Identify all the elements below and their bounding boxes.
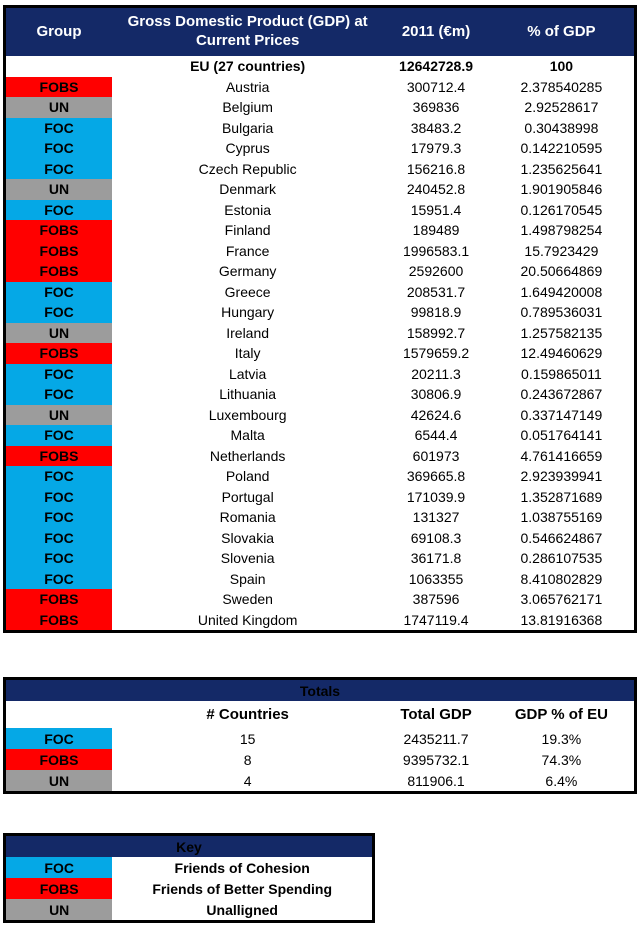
key-group-cell-fobs: FOBS	[5, 878, 113, 899]
pct-value: 0.142210595	[520, 140, 603, 157]
country-name: Greece	[224, 283, 271, 300]
key-group-cell-un: UN	[5, 899, 113, 922]
country-name: Germany	[218, 263, 277, 280]
totals-pct-value: 19.3%	[541, 730, 582, 747]
country-row	[5, 364, 636, 385]
group-cell-un: UN	[5, 323, 113, 344]
key-group-description: Unalligned	[206, 901, 278, 918]
pct-value: 20.50664869	[520, 263, 603, 280]
group-cell-foc: FOC	[5, 138, 113, 159]
country-row	[5, 548, 636, 569]
group-cell-fobs: FOBS	[5, 261, 113, 282]
totals-table	[3, 677, 637, 794]
gdp-value: 36171.8	[410, 550, 462, 567]
gdp-value: 369665.8	[406, 468, 466, 485]
country-row	[5, 569, 636, 590]
col-header-group-label: Group	[36, 22, 82, 40]
totals-gdp-value: 9395732.1	[402, 751, 470, 768]
gdp-value: 156216.8	[406, 160, 466, 177]
country-row	[5, 220, 636, 241]
eu-total-row	[5, 56, 636, 77]
key-title: Key	[5, 835, 374, 858]
key-title-row	[5, 835, 374, 858]
totals-gdp-value: 811906.1	[407, 772, 465, 789]
country-name: Lithuania	[219, 386, 277, 403]
pct-value: 2.378540285	[520, 78, 603, 95]
group-cell-fobs: FOBS	[5, 610, 113, 632]
group-cell-foc: FOC	[5, 569, 113, 590]
gdp-value: 601973	[412, 447, 460, 464]
group-cell-foc: FOC	[5, 282, 113, 303]
col-header-pct-gdp	[489, 7, 636, 57]
country-name: Luxembourg	[208, 406, 287, 423]
country-name: Denmark	[219, 181, 277, 198]
country-name: Italy	[234, 345, 261, 362]
pct-value: 0.051764141	[520, 427, 603, 444]
group-cell-foc: FOC	[5, 528, 113, 549]
gdp-table	[3, 5, 637, 633]
country-row	[5, 179, 636, 200]
gdp-value: 6544.4	[414, 427, 458, 444]
totals-header-countries: # Countries	[206, 706, 289, 723]
gdp-value: 1747119.4	[403, 611, 469, 628]
group-cell-fobs: FOBS	[5, 77, 113, 98]
pct-value: 1.649420008	[520, 283, 603, 300]
group-cell-fobs: FOBS	[5, 446, 113, 467]
pct-value: 13.81916368	[520, 611, 603, 628]
country-row	[5, 425, 636, 446]
group-cell-foc: FOC	[5, 364, 113, 385]
totals-countries-value: 4	[243, 772, 252, 789]
country-name: Poland	[225, 468, 270, 485]
country-name: Bulgaria	[221, 119, 274, 136]
country-row	[5, 323, 636, 344]
group-cell-un: UN	[5, 179, 113, 200]
country-name: Malta	[230, 427, 265, 444]
pct-value: 0.337147149	[520, 406, 603, 423]
pct-value: 4.761416659	[520, 447, 603, 464]
gdp-table-header-row	[5, 7, 636, 57]
group-cell-foc: FOC	[5, 425, 113, 446]
country-row	[5, 77, 636, 98]
country-row	[5, 302, 636, 323]
country-row	[5, 241, 636, 262]
country-name: Austria	[225, 78, 270, 95]
country-name: Estonia	[224, 201, 271, 218]
pct-value: 1.498798254	[520, 222, 603, 239]
gdp-value: 369836	[412, 99, 460, 116]
totals-group-cell-un: UN	[5, 770, 113, 793]
eu-pct-value: 100	[549, 58, 574, 75]
country-row	[5, 200, 636, 221]
totals-pct-value: 74.3%	[541, 751, 582, 768]
pct-value: 2.923939941	[520, 468, 603, 485]
group-cell-foc: FOC	[5, 548, 113, 569]
totals-gdp-value: 2435211.7	[403, 730, 469, 747]
gdp-value: 131327	[412, 509, 460, 526]
totals-title: Totals	[5, 679, 636, 702]
totals-row	[5, 749, 636, 770]
country-name: Slovenia	[220, 550, 275, 567]
totals-header-row	[5, 701, 636, 728]
pct-value: 1.038755169	[520, 509, 603, 526]
totals-row	[5, 728, 636, 749]
pct-value: 2.92528617	[524, 99, 599, 116]
country-row	[5, 528, 636, 549]
key-table	[3, 833, 375, 923]
gdp-value: 387596	[412, 591, 460, 608]
pct-value: 1.257582135	[520, 324, 603, 341]
pct-value: 0.243672867	[520, 386, 603, 403]
gdp-value: 1996583.1	[402, 242, 470, 259]
key-group-description: Friends of Better Spending	[152, 880, 333, 897]
totals-group-cell-fobs: FOBS	[5, 749, 113, 770]
country-row	[5, 610, 636, 632]
gdp-value: 158992.7	[406, 324, 466, 341]
totals-row	[5, 770, 636, 793]
country-row	[5, 118, 636, 139]
col-header-group	[5, 7, 113, 57]
country-name: Latvia	[228, 365, 267, 382]
eu-gdp-value: 12642728.9	[399, 58, 474, 75]
key-row	[5, 878, 374, 899]
group-cell-foc: FOC	[5, 302, 113, 323]
country-row	[5, 384, 636, 405]
gdp-value: 20211.3	[411, 365, 461, 382]
country-name: Sweden	[222, 591, 273, 608]
pct-value: 0.789536031	[520, 304, 603, 321]
key-group-cell-foc: FOC	[5, 857, 113, 878]
key-group-description: Friends of Cohesion	[174, 859, 310, 876]
pct-value: 0.30438998	[524, 119, 599, 136]
key-row	[5, 857, 374, 878]
group-cell-foc: FOC	[5, 466, 113, 487]
country-name: Cyprus	[225, 140, 270, 157]
country-row	[5, 466, 636, 487]
totals-countries-value: 8	[243, 751, 252, 768]
pct-value: 1.352871689	[520, 488, 603, 505]
country-row	[5, 507, 636, 528]
pct-value: 8.410802829	[520, 570, 603, 587]
gdp-value: 189489	[412, 222, 460, 239]
country-row	[5, 159, 636, 180]
pct-value: 0.546624867	[520, 529, 603, 546]
col-header-country-label: Gross Domestic Product (GDP) at Current Prices	[127, 13, 368, 49]
country-name: Netherlands	[209, 447, 286, 464]
group-cell-fobs: FOBS	[5, 343, 113, 364]
group-cell-foc: FOC	[5, 118, 113, 139]
gdp-value: 42624.6	[410, 406, 462, 423]
country-row	[5, 589, 636, 610]
country-name: Hungary	[221, 304, 275, 321]
gdp-value: 99818.9	[410, 304, 462, 321]
group-cell-un: UN	[5, 405, 113, 426]
eu-group-cell	[5, 56, 113, 77]
group-cell-fobs: FOBS	[5, 241, 113, 262]
gdp-value: 15951.4	[410, 201, 462, 218]
col-header-2011	[383, 7, 489, 57]
gdp-value: 240452.8	[406, 181, 466, 198]
totals-countries-value: 15	[239, 730, 256, 747]
country-name: United Kingdom	[197, 611, 298, 628]
country-row	[5, 261, 636, 282]
pct-value: 1.901905846	[520, 181, 603, 198]
group-cell-fobs: FOBS	[5, 589, 113, 610]
country-name: Romania	[219, 509, 276, 526]
group-cell-un: UN	[5, 97, 113, 118]
totals-header-gdp-pct: GDP % of EU	[514, 706, 608, 723]
country-row	[5, 405, 636, 426]
gdp-value: 2592600	[408, 263, 464, 280]
totals-group-cell-foc: FOC	[5, 728, 113, 749]
pct-value: 0.159865011	[521, 365, 602, 382]
group-cell-foc: FOC	[5, 384, 113, 405]
gdp-value: 1579659.2	[402, 345, 470, 362]
group-cell-foc: FOC	[5, 487, 113, 508]
country-name: Spain	[229, 570, 266, 587]
gdp-value: 171039.9	[406, 488, 466, 505]
pct-value: 12.49460629	[520, 345, 603, 362]
country-row	[5, 282, 636, 303]
gdp-value: 69108.3	[410, 529, 462, 546]
country-row	[5, 138, 636, 159]
country-name: Slovakia	[221, 529, 275, 546]
country-name: Belgium	[222, 99, 273, 116]
pct-value: 15.7923429	[524, 242, 599, 259]
country-row	[5, 446, 636, 467]
pct-value: 3.065762171	[520, 591, 603, 608]
pct-value: 0.126170545	[520, 201, 603, 218]
country-row	[5, 487, 636, 508]
totals-title-row	[5, 679, 636, 702]
pct-value: 1.235625641	[520, 160, 603, 177]
country-name: Czech Republic	[198, 160, 297, 177]
col-header-2011-label: 2011 (€m)	[401, 22, 471, 40]
col-header-pct-gdp-label: % of GDP	[527, 22, 596, 40]
gdp-value: 17979.3	[410, 140, 462, 157]
gdp-value: 208531.7	[406, 283, 466, 300]
col-header-country	[112, 7, 383, 57]
country-row	[5, 97, 636, 118]
country-name: Portugal	[221, 488, 274, 505]
eu-country-label: EU (27 countries)	[190, 58, 306, 75]
totals-pct-value: 6.4%	[545, 772, 578, 789]
key-row	[5, 899, 374, 922]
group-cell-fobs: FOBS	[5, 220, 113, 241]
gdp-value: 30806.9	[410, 386, 462, 403]
pct-value: 0.286107535	[520, 550, 603, 567]
group-cell-foc: FOC	[5, 507, 113, 528]
country-row	[5, 343, 636, 364]
country-name: France	[225, 242, 270, 259]
gdp-value: 38483.2	[410, 119, 462, 136]
group-cell-foc: FOC	[5, 200, 113, 221]
gdp-value: 1063355	[408, 570, 464, 587]
gdp-value: 300712.4	[406, 78, 466, 95]
country-name: Ireland	[226, 324, 270, 341]
country-name: Finland	[224, 222, 271, 239]
group-cell-foc: FOC	[5, 159, 113, 180]
totals-header-blank	[5, 701, 113, 728]
totals-header-total-gdp: Total GDP	[400, 706, 472, 723]
